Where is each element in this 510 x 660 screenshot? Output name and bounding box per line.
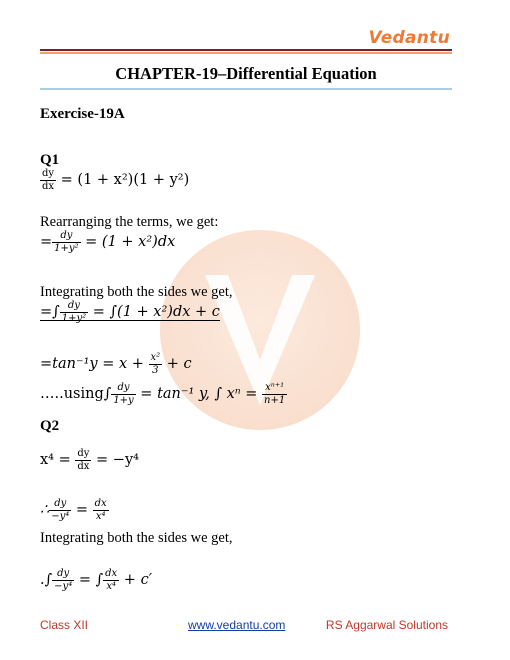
equation-prefix: …..using∫ — [40, 386, 112, 402]
exercise-heading: Exercise-19A — [40, 106, 125, 122]
fraction-denominator: 1+y — [113, 394, 134, 406]
equation-prefix: ∴ — [40, 502, 50, 518]
q1-equation-2 — [40, 230, 175, 254]
q1-text-integrating: Integrating both the sides we get, — [40, 284, 233, 300]
fraction — [40, 168, 56, 192]
q1-equation-4 — [40, 352, 192, 376]
header-rule-orange — [40, 52, 452, 54]
fraction-denominator: 3 — [152, 364, 159, 376]
equation-rhs: + c — [162, 356, 192, 372]
equation-rhs: = −y⁴ — [91, 452, 139, 468]
vedantu-watermark-logo — [160, 215, 360, 445]
equation-lhs: =tan⁻¹y = x + — [40, 356, 149, 372]
fraction-numerator: x² — [150, 352, 161, 363]
fraction — [111, 382, 135, 406]
fraction-numerator: dy — [52, 230, 80, 243]
equation-prefix: = — [40, 234, 53, 250]
equation-prefix: =∫ — [40, 304, 60, 320]
fraction — [60, 300, 88, 324]
fraction-numerator: dx — [94, 498, 107, 509]
fraction — [93, 498, 109, 522]
question-1-label: Q1 — [40, 152, 60, 168]
q2-equation-2 — [40, 498, 109, 522]
fraction — [262, 382, 287, 406]
fraction — [149, 352, 163, 376]
fraction-numerator: dx — [105, 568, 118, 579]
equation-prefix: .∫ — [40, 572, 53, 588]
fraction-numerator: dy — [52, 568, 74, 581]
equation-rhs: = ∫(1 + x²)dx + c — [92, 304, 220, 320]
equation-lhs: x⁴ = — [40, 452, 76, 468]
fraction-numerator: dy — [77, 448, 90, 459]
fraction-denominator: x⁴ — [106, 580, 116, 592]
fraction-denominator: n+1 — [264, 394, 286, 406]
equation-rhs: = (1 + x²)(1 + y²) — [60, 172, 190, 188]
equation-middle: = — [71, 502, 93, 518]
equation-middle: = ∫ — [74, 572, 104, 588]
fraction — [52, 230, 80, 254]
fraction-denominator: −y⁴ — [51, 510, 70, 522]
title-rule — [40, 88, 452, 90]
fraction-denominator: x⁴ — [95, 510, 106, 522]
fraction — [75, 448, 91, 472]
underlined-expression — [40, 300, 220, 324]
q1-equation-5 — [40, 382, 287, 406]
q2-text-integrating: Integrating both the sides we get, — [40, 530, 233, 546]
chapter-title: CHAPTER-19–Differential Equation — [115, 64, 377, 83]
footer-book-title: RS Aggarwal Solutions — [325, 618, 448, 632]
fraction-denominator: 1+y² — [61, 312, 87, 324]
fraction-numerator: dy — [111, 382, 135, 395]
q2-equation-1 — [40, 448, 139, 472]
fraction-denominator: −y⁴ — [54, 580, 73, 592]
question-2-label: Q2 — [40, 418, 60, 434]
fraction-denominator: dx — [77, 460, 90, 472]
fraction-numerator: dy — [60, 300, 88, 313]
fraction-denominator: 1+y² — [54, 242, 79, 254]
q1-equation-1 — [40, 168, 189, 192]
fraction-numerator: dy — [49, 498, 71, 511]
fraction-denominator: dx — [42, 180, 55, 192]
fraction — [49, 498, 71, 522]
equation-rhs: = (1 + x²)dx — [85, 234, 176, 250]
footer-class: Class XII — [40, 618, 89, 632]
vedantu-logo: Vedantu — [368, 28, 450, 48]
fraction — [52, 568, 74, 592]
fraction-numerator: dy — [42, 168, 55, 179]
equation-rhs: + c′ — [119, 572, 152, 588]
equation-middle: = tan⁻¹ y, ∫ xⁿ = — [135, 386, 263, 402]
q1-text-rearranging: Rearranging the terms, we get: — [40, 214, 219, 230]
footer-website-link[interactable]: www.vedantu.com — [188, 618, 286, 632]
q1-equation-3 — [40, 300, 220, 324]
header-rule-dark — [40, 49, 452, 51]
fraction — [103, 568, 119, 592]
fraction-numerator: xⁿ⁺¹ — [262, 382, 287, 395]
footer-website-wrapper — [188, 618, 285, 632]
q2-equation-3 — [40, 568, 152, 592]
